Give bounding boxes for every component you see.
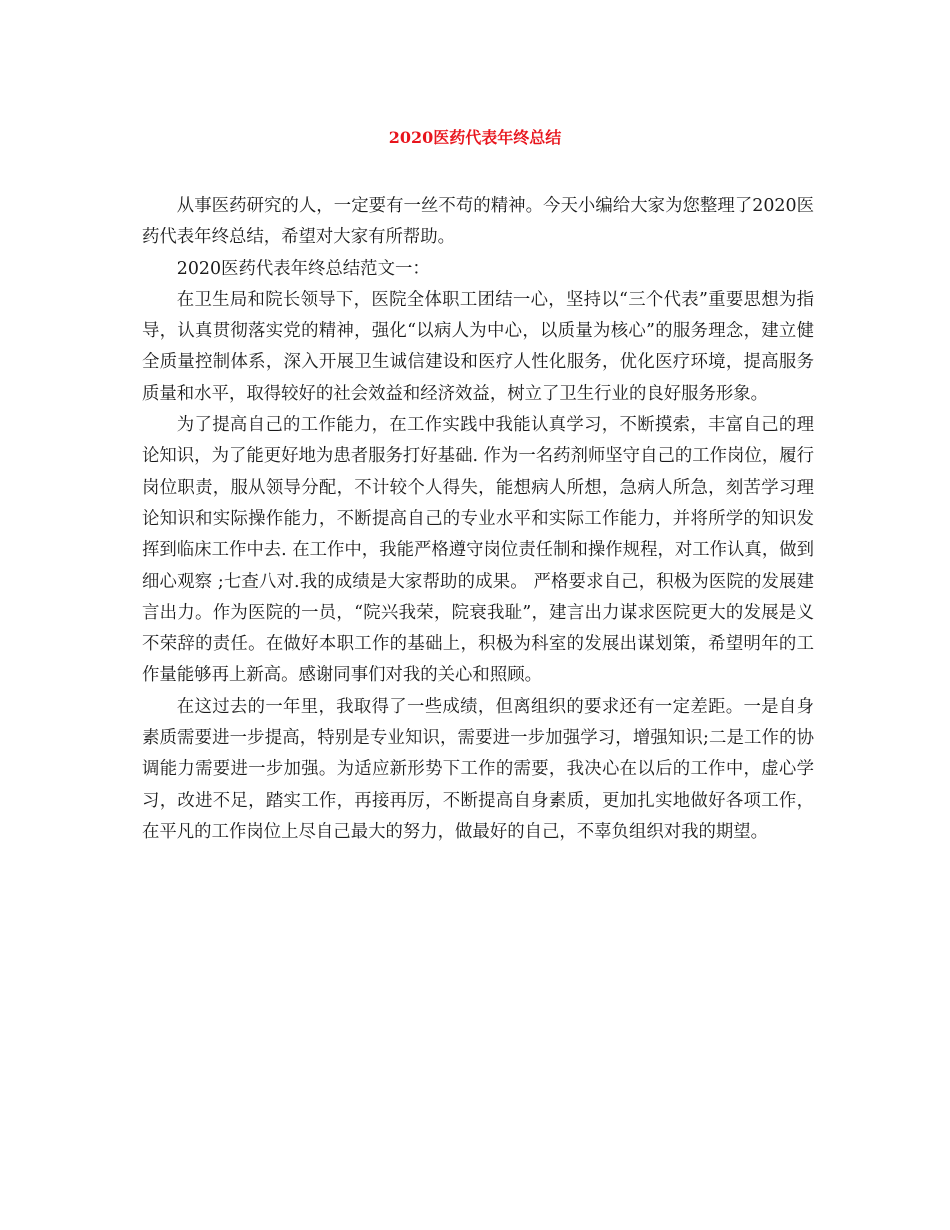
paragraph-work-ability: 为了提高自己的工作能力，在工作实践中我能认真学习，不断摸索，丰富自己的理论知识，为了能更好地为患者服务打好基础. 作为一名药剂师坚守自己的工作岗位，履行岗位职责，服从领导分配，不计较个人得失，能想病人所想，急病人所急，刻苦学习理论知识和实际操作能力，不断提高自己的专业水平和实际工作能力，并将所学的知识发挥到临床工作中去. 在工作中，我能严格遵守岗位责任制和操作规程，对工作认真，做到细心观察 ;七查八对.我的成绩是大家帮助的成果。 严格要求自己，积极为医院的发展建言出力。作为医院的一员，“院兴我荣，院衰我耻”，建言出力谋求医院更大的发展是义不荣辞的责任。在做好本职工作的基础上，积极为科室的发展出谋划策，希望明年的工作量能够再上新高。感谢同事们对我的关心和照顾。: [142, 415, 814, 686]
paragraph-shortcomings: 在这过去的一年里，我取得了一些成绩，但离组织的要求还有一定差距。一是自身素质需要进一步提高，特别是专业知识，需要进一步加强学习，增强知识;二是工作的协调能力需要进一步加强。为适应新形势下工作的需要，我决心在以后的工作中，虚心学习，改进不足，踏实工作，再接再厉，不断提高自身素质，更加扎实地做好各项工作，在平凡的工作岗位上尽自己最大的努力，做最好的自己，不辜负组织对我的期望。: [142, 696, 814, 842]
document-title: 2020医药代表年终总结: [388, 128, 562, 147]
document-body: [142, 191, 814, 848]
paragraph-hospital-overview: 在卫生局和院长领导下，医院全体职工团结一心，坚持以“三个代表”重要思想为指导，认真贯彻落实党的精神，强化“以病人为中心，以质量为核心”的服务理念，建立健全质量控制体系，深入开展卫生诚信建设和医疗人性化服务，优化医疗环境，提高服务质量和水平，取得较好的社会效益和经济效益，树立了卫生行业的良好服务形象。: [142, 289, 814, 404]
paragraph-intro: 从事医药研究的人，一定要有一丝不苟的精神。今天小编给大家为您整理了2020医药代表年终总结，希望对大家有所帮助。: [142, 196, 814, 248]
paragraph-subheading: 2020医药代表年终总结范文一：: [176, 258, 430, 279]
